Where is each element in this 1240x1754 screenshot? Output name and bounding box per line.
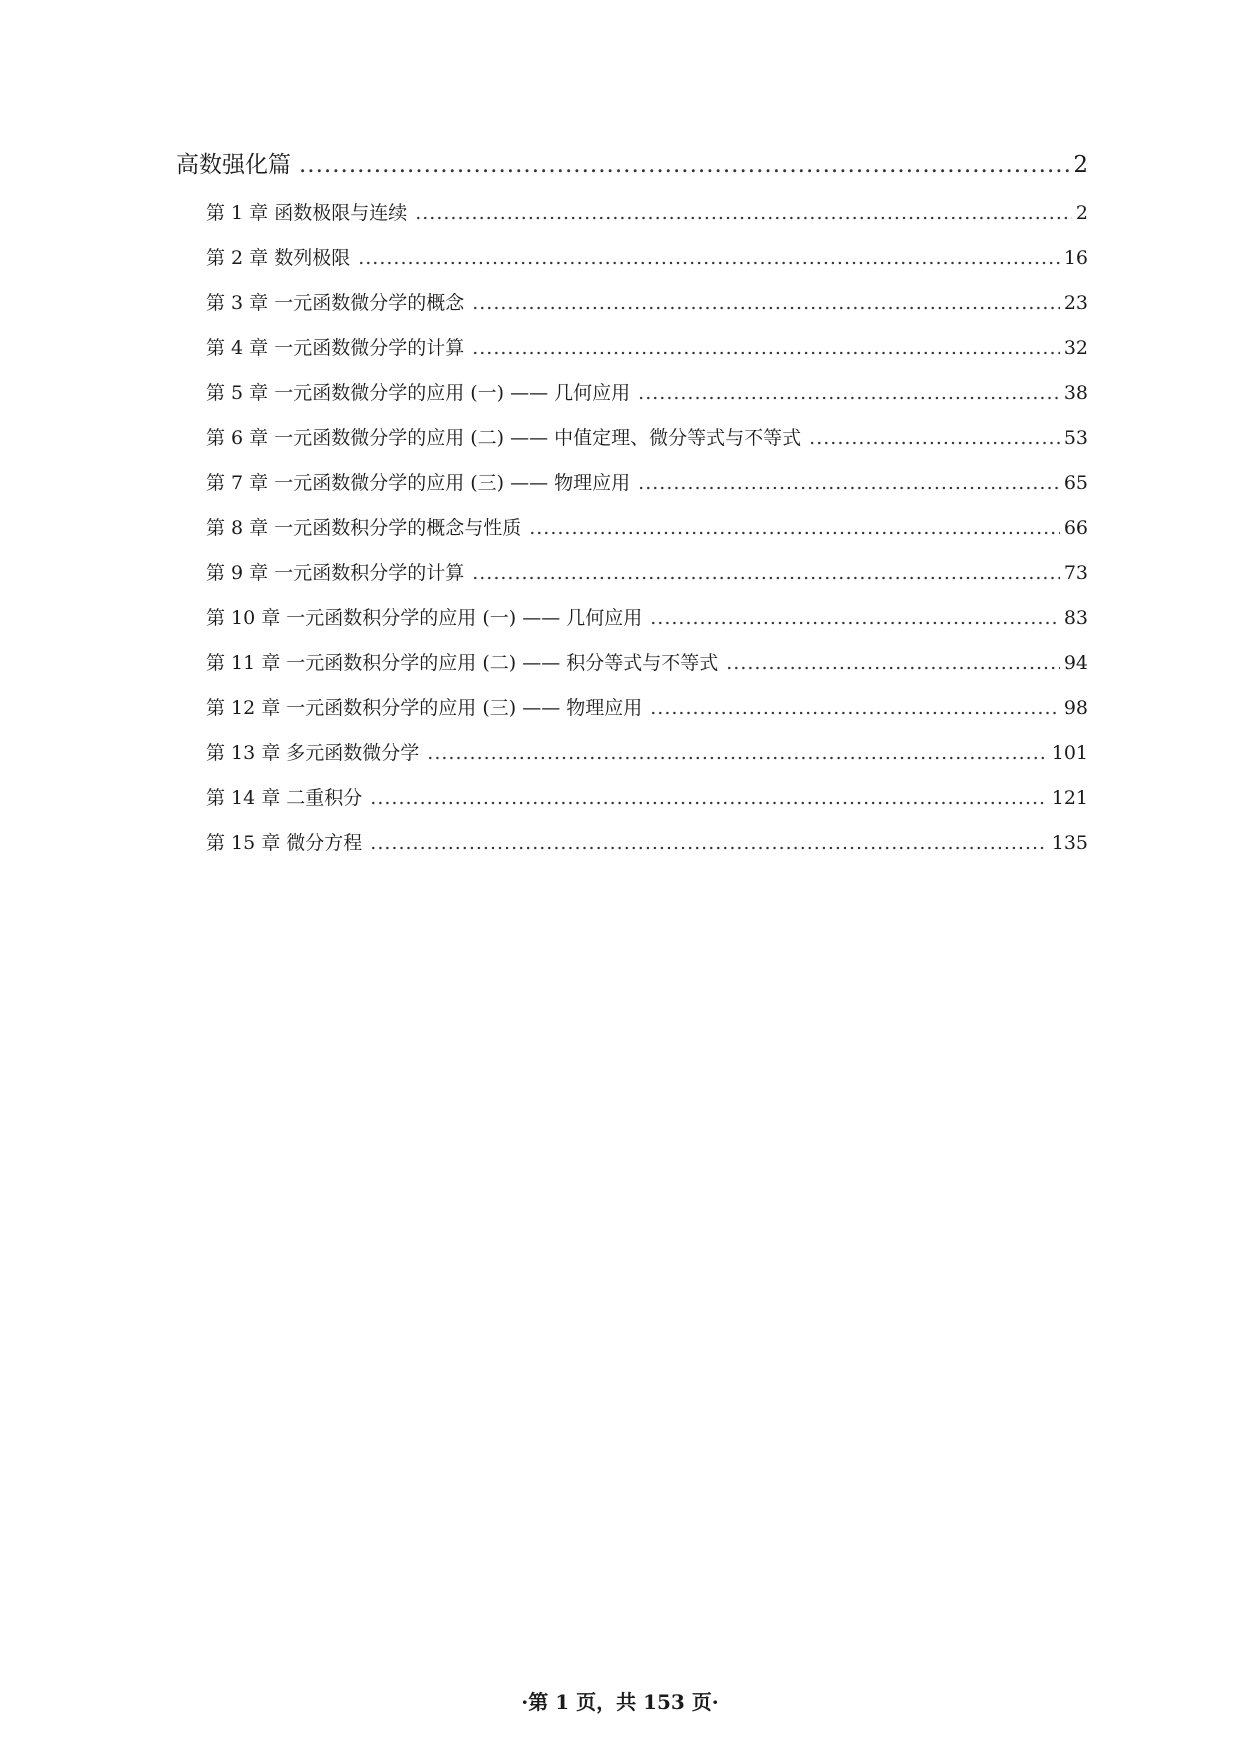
toc-part-entry[interactable] (176, 146, 1088, 179)
toc-chapter-title: 第 6 章 一元函数微分学的应用 (二) —— 中值定理、微分等式与不等式 (206, 427, 802, 449)
toc-chapter-title: 第 14 章 二重积分 (206, 787, 363, 809)
toc-chapter-page: 2 (1075, 202, 1088, 224)
toc-dot-leader (638, 472, 1060, 494)
toc-chapter-title: 第 15 章 微分方程 (206, 832, 363, 854)
toc-chapter-page: 32 (1063, 337, 1088, 359)
toc-dot-leader (650, 607, 1060, 629)
toc-chapter-page: 65 (1063, 472, 1088, 494)
toc-part-title: 高数强化篇 (176, 152, 291, 178)
toc-chapter-title: 第 13 章 多元函数微分学 (206, 742, 420, 764)
toc-dot-leader (809, 427, 1060, 449)
toc-dot-leader (472, 292, 1060, 314)
toc-dot-leader (370, 787, 1047, 809)
toc-dot-leader (638, 382, 1060, 404)
toc-chapter-page: 94 (1063, 652, 1088, 674)
toc-dot-leader (472, 337, 1060, 359)
toc-chapter-title: 第 5 章 一元函数微分学的应用 (一) —— 几何应用 (206, 382, 631, 404)
toc-chapter-entry[interactable] (206, 198, 1088, 225)
toc-dot-leader (415, 202, 1072, 224)
toc-chapter-page: 98 (1063, 697, 1088, 719)
toc-chapter-title: 第 9 章 一元函数积分学的计算 (206, 562, 465, 584)
toc-chapter-title: 第 8 章 一元函数积分学的概念与性质 (206, 517, 522, 539)
toc-chapter-title: 第 7 章 一元函数微分学的应用 (三) —— 物理应用 (206, 472, 631, 494)
toc-chapter-entry[interactable] (206, 333, 1088, 360)
toc-dot-leader (472, 562, 1060, 584)
toc-chapter-page: 121 (1051, 787, 1088, 809)
toc-chapter-title: 第 2 章 数列极限 (206, 247, 351, 269)
page-footer: ·第 1 页，共 153 页· (521, 1690, 719, 1714)
toc-chapter-title: 第 4 章 一元函数微分学的计算 (206, 337, 465, 359)
toc-chapter-page: 66 (1063, 517, 1088, 539)
toc-chapter-title: 第 10 章 一元函数积分学的应用 (一) —— 几何应用 (206, 607, 643, 629)
toc-chapter-title: 第 11 章 一元函数积分学的应用 (二) —— 积分等式与不等式 (206, 652, 719, 674)
toc-chapter-entry[interactable] (206, 558, 1088, 585)
toc-chapter-entry[interactable] (206, 288, 1088, 315)
toc-dot-leader (358, 247, 1060, 269)
toc-chapter-title: 第 3 章 一元函数微分学的概念 (206, 292, 465, 314)
toc-dot-leader (650, 697, 1060, 719)
toc-chapter-entry[interactable] (206, 828, 1088, 855)
toc-chapter-page: 53 (1063, 427, 1088, 449)
toc-dot-leader (529, 517, 1060, 539)
toc-chapter-page: 73 (1063, 562, 1088, 584)
toc-chapter-entry[interactable] (206, 243, 1088, 270)
toc-part-page: 2 (1073, 152, 1088, 178)
toc-dot-leader (726, 652, 1060, 674)
toc-dot-leader (427, 742, 1047, 764)
toc-chapter-page: 38 (1063, 382, 1088, 404)
toc-chapter-entry[interactable] (206, 513, 1088, 540)
toc-chapter-page: 16 (1063, 247, 1088, 269)
toc-chapter-entry[interactable] (206, 648, 1088, 675)
toc-chapter-entry[interactable] (206, 693, 1088, 720)
toc-chapter-entry[interactable] (206, 783, 1088, 810)
toc-chapter-entry[interactable] (206, 423, 1088, 450)
toc-chapter-title: 第 1 章 函数极限与连续 (206, 202, 408, 224)
toc-chapter-entry[interactable] (206, 603, 1088, 630)
toc-chapter-entry[interactable] (206, 468, 1088, 495)
toc-dot-leader (370, 832, 1047, 854)
toc-chapter-entry[interactable] (206, 378, 1088, 405)
toc-chapter-page: 101 (1051, 742, 1088, 764)
toc-chapter-page: 135 (1051, 832, 1088, 854)
toc-dot-leader (299, 152, 1069, 178)
toc-chapter-page: 83 (1063, 607, 1088, 629)
toc-chapter-entry[interactable] (206, 738, 1088, 765)
toc-chapter-page: 23 (1063, 292, 1088, 314)
toc-chapter-title: 第 12 章 一元函数积分学的应用 (三) —— 物理应用 (206, 697, 643, 719)
